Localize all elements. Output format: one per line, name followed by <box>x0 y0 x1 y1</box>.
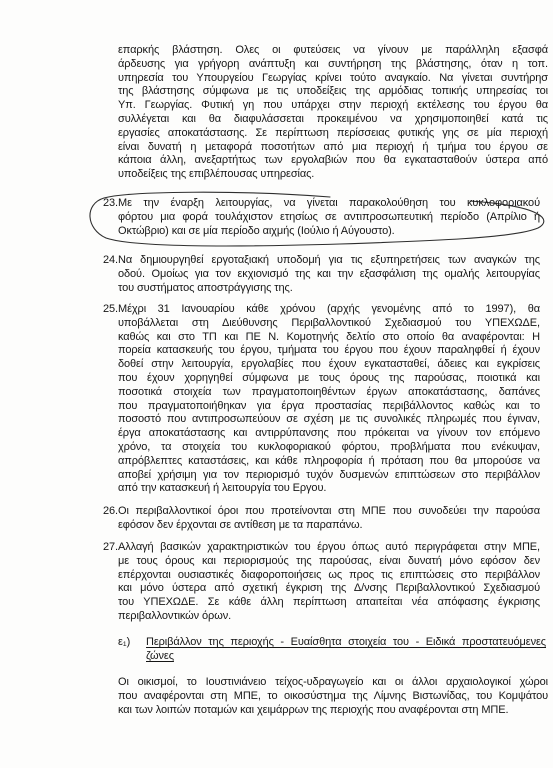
item-line: έργα αποκατάστασης και αντιρρύπανσης που πρόκειται να γίνουν τον επόμενο <box>118 427 540 440</box>
item-number: 27. <box>103 541 118 553</box>
intro-line: κάποια άλλη, ανεξαρτήτως των εργολαβιών που θα εγκατασταθούν ύστερα από <box>118 154 548 167</box>
item-line: απρόβλεπτες καταστάσεις, και κάθε πληροφορία ή πρόταση που θα μπορούσε να <box>118 454 540 467</box>
item-line: πορεία κατασκευής του έργου, τμήματα του έργου που έχουν παραληφθεί ή έχουν <box>118 344 540 357</box>
condition-item-24 <box>103 254 540 295</box>
section-label: ε₁) <box>118 636 131 648</box>
condition-item-27 <box>103 541 540 624</box>
intro-paragraph <box>118 44 548 182</box>
intro-line: υπηρεσία του Υπουργείου Γεωργίας κρίνει τούτο αναγκαίο. Να γίνεται συντήρησ <box>118 71 548 84</box>
condition-item-25 <box>103 303 540 496</box>
item-first-line <box>103 303 540 317</box>
item-text: Μέχρι 31 Ιανουαρίου κάθε χρόνου (αρχής γενομένης από το 1997), θα <box>118 303 540 315</box>
item-line: του ΥΠΕΧΩΔΕ. Σε κάθε άλλη περίπτωση απαιτείται νέα απόφασης έγκρισης <box>118 596 540 609</box>
item-line: περιβαλλοντικών όρων. <box>118 609 232 622</box>
item-line: ποσοτικά στοιχεία των πραγματοποιηθέντων έργων αποκατάστασης, δαπάνες <box>118 385 540 398</box>
condition-item-23 <box>103 197 540 238</box>
item-line: χρόνο, τα στοιχεία του κυκλοφοριακού φόρτου, προβλήματα που ενέκυψαν, <box>118 440 540 453</box>
intro-line: άρδευσης για γρήγορη ανάπτυξη και συντήρηση της βλάστησης, όταν η τοπ. <box>118 57 548 70</box>
section-title-line <box>146 650 546 664</box>
item-line: οδού. Ομοίως για τον εκχιονισμό της και την εξασφάλιση της ομαλής λειτουργίας <box>118 267 540 280</box>
intro-line: είναι δυνατή η μεταφορά ποσοτήτων από μια περιοχή ή τμήμα του έργου σε <box>118 140 548 153</box>
intro-line: συλλέγεται και θα διαφυλάσσεται προκειμένου να χρησιμοποιηθεί κατά τις <box>118 112 548 125</box>
item-text: Με την έναρξη λειτουργίας, να γίνεται παρακολούθηση του κυκλοφοριακού <box>118 197 540 209</box>
item-line: αποβεί χρήσιμη για τον περιορισμό τυχόν δυσμενών επιπτώσεων στο περιβάλλον <box>118 468 540 481</box>
intro-line: Υπ. Γεωργίας. Φυτική γη που υπάρχει στην περιοχή εκτέλεσης του έργου θα <box>118 99 548 112</box>
closing-line: και των λοιπών ποταμών και χειμάρρων της περιοχής που αναφέρονται στη ΜΠΕ. <box>118 703 509 716</box>
item-line: υποβάλλεται στη Διεύθυνσης Περιβαλλοντικού Σχεδιασμού του ΥΠΕΧΩΔΕ, <box>118 316 540 329</box>
item-number: 23. <box>103 197 118 209</box>
item-line: φόρτου μια φορά τουλάχιστον ετησίως σε αντιπροσωπευτική περίοδο (Απρίλιο ή <box>118 210 540 223</box>
item-first-line <box>103 541 540 555</box>
item-line: που πραγματοποιήθηκαν για έργα προστασίας περιβάλλοντος καθώς και το <box>118 399 540 412</box>
closing-paragraph <box>118 676 548 717</box>
item-line: δοθεί στην λειτουργία, εργολαβίες που έχουν εγκατασταθεί, άδειες και εγκρίσεις <box>118 358 540 371</box>
section-title-text: ζώνες <box>146 649 174 662</box>
item-line: με τους όρους και περιορισμούς της παρούσας, είναι δυνατή μόνο εφόσον δεν <box>118 554 540 567</box>
intro-line: εργασίες αποκατάστασης. Σε περίπτωση περίσσειας φυτικής γης σε μία περιοχή <box>118 126 548 139</box>
item-line: επέρχονται ουσιαστικές διαφοροποιήσεις ως προς τις επιπτώσεις στο περιβάλλον <box>118 568 540 581</box>
item-text: Να δημιουργηθεί εργοταξιακή υποδομή για τις εξυπηρετήσεις των αναγκών της <box>118 254 540 266</box>
item-first-line <box>103 505 540 519</box>
section-title-text: Περιβάλλον της περιοχής - Ευαίσθητα στοιχεία του - Ειδικά προστατευόμενες <box>146 636 546 648</box>
intro-line: υποδείξεις της επιβλέπουσας υπηρεσίας. <box>118 168 315 181</box>
condition-item-26 <box>103 505 540 533</box>
item-line: Οκτώβριο) και σε μία περίοδο αιχμής (Ιούλιο ή Αύγουστο). <box>118 224 395 237</box>
item-text: Αλλαγή βασικών χαρακτηριστικών του έργου όπως αυτό περιγράφεται στην ΜΠΕ, <box>118 541 540 553</box>
item-first-line <box>103 254 540 268</box>
item-line: καθώς και στο ΤΠ και ΠΕ Ν. Κομοτηνής δελτίο στο οποίο θα αναφέρονται: Η <box>118 330 540 343</box>
item-first-line <box>103 197 540 211</box>
item-line: ποσοστό που αντιπροσωπεύουν σε σχέση με τις συνολικές πληρωμές που έγιναν, <box>118 413 540 426</box>
item-number: 26. <box>103 505 118 517</box>
item-line: του συστήματος αποστράγγισης της. <box>118 281 293 294</box>
item-number: 25. <box>103 303 118 315</box>
closing-line: Οι οικισμοί, το Ιουστινιάνειο τείχος-υδραγωγείο και οι άλλοι αρχαιολογικοί χώροι <box>118 676 548 688</box>
intro-line: επαρκής βλάστηση. Ολες οι φυτεύσεις να γίνουν με παράλληλη εξασφά <box>118 44 548 56</box>
item-line: που έχουν χορηγηθεί σύμφωνα με τους όρους της παρούσας, ποιοτικά και <box>118 371 540 384</box>
intro-line: της βλάστησης σύμφωνα με τις υποδείξεις της αρμόδιας τοπικής υπηρεσίας τοι <box>118 85 548 98</box>
item-line: από την κατασκευή ή λειτουργία του Εργου. <box>118 482 327 495</box>
item-text: Οι περιβαλλοντικοί όροι που προτείνονται στη ΜΠΕ που συνοδεύει την παρούσα <box>118 505 540 517</box>
closing-line: που αναφέρονται στη ΜΠΕ, το οικοσύστημα της Λίμνης Βιστωνίδας, του Κομψάτου <box>118 689 548 702</box>
section-heading <box>118 636 548 664</box>
item-number: 24. <box>103 254 118 266</box>
item-line: εφόσον δεν έρχονται σε αντίθεση με τα παραπάνω. <box>118 518 363 531</box>
item-line: και μόνο ύστερα από σχετική έγκριση της Δ/νσης Περιβαλλοντικού Σχεδιασμού <box>118 582 540 595</box>
section-title-line <box>146 636 546 650</box>
